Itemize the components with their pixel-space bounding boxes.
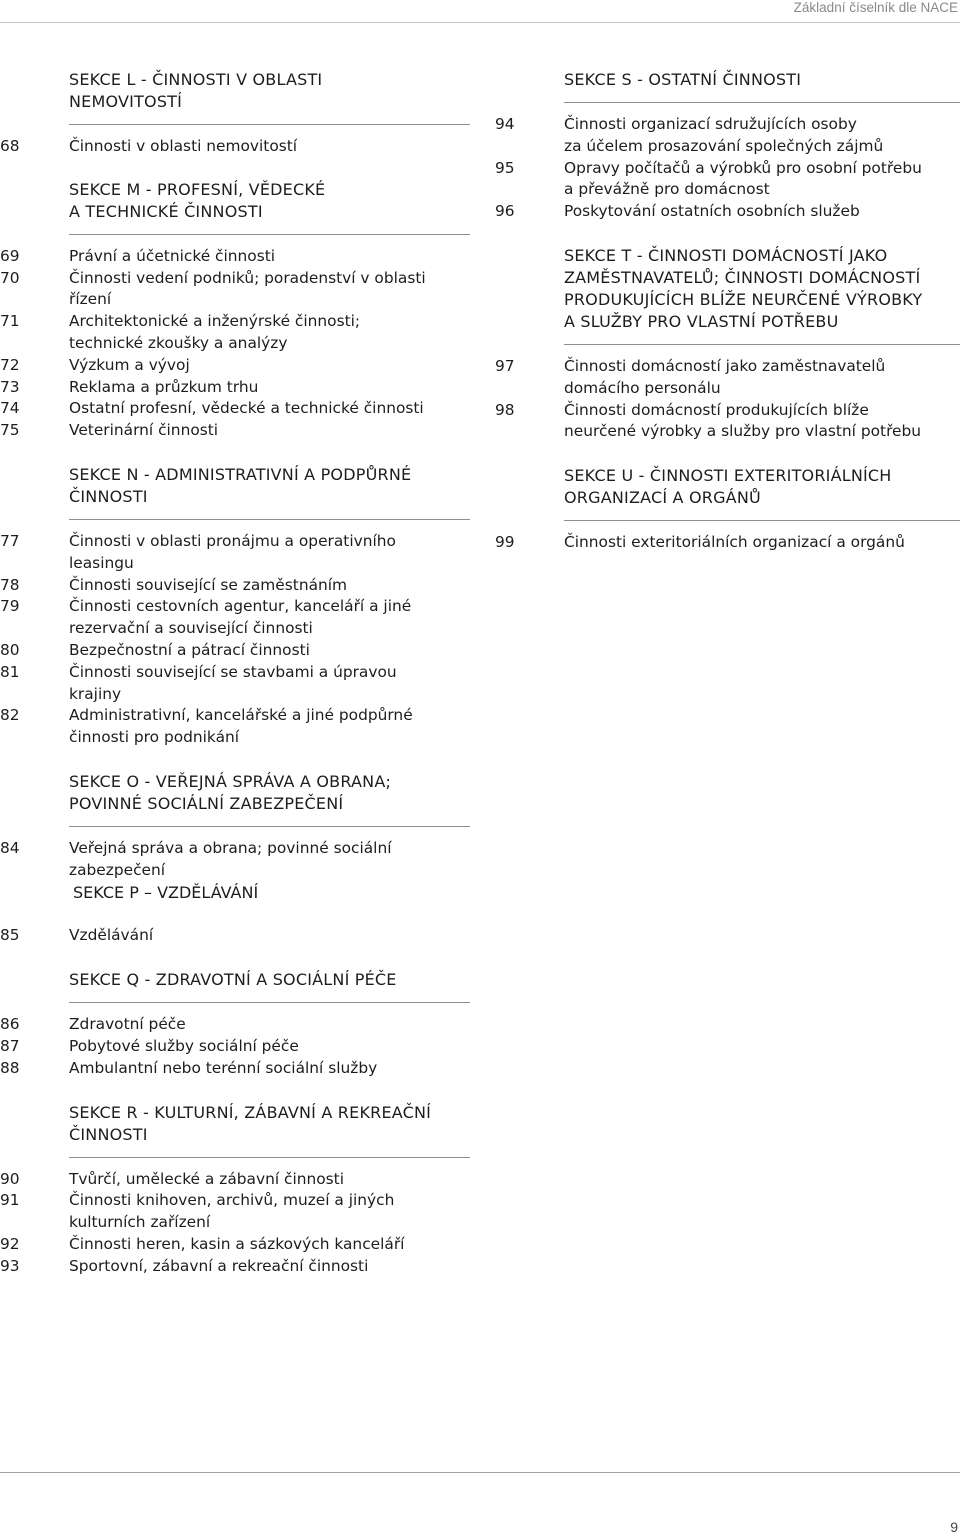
nace-label: Činnosti v oblasti pronájmu a operativního leasingu: [69, 531, 396, 572]
nace-label: Administrativní, kancelářské a jiné podpůrné činnosti pro podnikání: [69, 706, 413, 747]
nace-label: Činnosti související se stavbami a úpravou krajiny: [69, 662, 397, 703]
nace-item: [495, 114, 960, 158]
nace-section: [0, 771, 470, 947]
nace-section: [495, 245, 960, 443]
nace-item: [0, 662, 470, 706]
nace-item: [0, 420, 470, 442]
section-rule: [564, 102, 960, 103]
nace-label: Poskytování ostatních osobních služeb: [564, 202, 860, 221]
section-title: SEKCE M - PROFESNÍ, VĚDECKÉ A TECHNICKÉ ČINNOSTI: [69, 179, 326, 221]
nace-code: 82: [0, 706, 20, 725]
nace-code: 97: [495, 356, 515, 375]
section-rule: [69, 124, 470, 125]
nace-item: [0, 705, 470, 749]
nace-section: [495, 465, 960, 554]
section-title: SEKCE N - ADMINISTRATIVNÍ A PODPŮRNÉ ČINNOSTI: [69, 464, 412, 506]
nace-label: Ambulantní nebo terénní sociální služby: [69, 1058, 378, 1077]
nace-code: 68: [0, 137, 20, 155]
nace-item: [0, 311, 470, 355]
nace-label: Činnosti heren, kasin a sázkových kanceláří: [69, 1234, 405, 1253]
nace-label: Architektonické a inženýrské činnosti; technické zkoušky a analýzy: [69, 312, 361, 352]
nace-item: [0, 1169, 470, 1191]
section-title: SEKCE L - ČINNOSTI V OBLASTI NEMOVITOSTÍ: [69, 70, 323, 111]
nace-label: Činnosti domácností jako zaměstnavatelů domácího personálu: [564, 356, 886, 397]
nace-code: 81: [0, 662, 20, 681]
nace-code: 91: [0, 1191, 20, 1210]
nace-section: [0, 179, 470, 442]
nace-label: Činnosti v oblasti nemovitostí: [69, 137, 298, 155]
nace-label: Činnosti cestovních agentur, kanceláří a jiné rezervační a související činnosti: [69, 597, 412, 638]
nace-code: 94: [495, 115, 515, 133]
nace-code: 86: [0, 1015, 20, 1034]
nace-item: [495, 400, 960, 444]
section-rule: [69, 826, 470, 827]
nace-label: Pobytové služby sociální péče: [69, 1036, 299, 1055]
nace-item: [0, 1058, 470, 1080]
nace-item: [0, 1014, 470, 1036]
nace-label: Právní a účetnické činnosti: [69, 246, 276, 265]
section-rule: [564, 520, 960, 521]
nace-item: [0, 596, 470, 640]
nace-item: [495, 158, 960, 202]
nace-code: 77: [0, 531, 20, 550]
nace-item: [0, 268, 470, 312]
nace-label: Opravy počítačů a výrobků pro osobní potřebu a převážně pro domácnost: [564, 158, 922, 199]
nace-code: 99: [495, 533, 515, 552]
nace-label: Zdravotní péče: [69, 1015, 186, 1034]
nace-item: [0, 355, 470, 377]
nace-code: 92: [0, 1234, 20, 1253]
nace-section: [0, 464, 470, 749]
nace-code: 88: [0, 1058, 20, 1077]
nace-label: Vzdělávání: [69, 926, 154, 945]
nace-code: 79: [0, 597, 20, 616]
left-column: [0, 69, 470, 1278]
section-title: SEKCE O - VEŘEJNÁ SPRÁVA A OBRANA; POVINNÉ SOCIÁLNÍ ZABEZPEČENÍ: [69, 771, 392, 813]
section-title: SEKCE T - ČINNOSTI DOMÁCNOSTÍ JAKO ZAMĚSTNAVATELŮ; ČINNOSTI DOMÁCNOSTÍ PRODUKUJÍCÍCH BLÍŽE NEURČENÉ VÝROBKY A SLUŽBY PRO VLASTNÍ POTŘEBU: [564, 245, 923, 331]
nace-code: 98: [495, 400, 515, 419]
nace-label: Tvůrčí, umělecké a zábavní činnosti: [69, 1169, 344, 1188]
section-title: SEKCE S - OSTATNÍ ČINNOSTI: [564, 70, 802, 89]
nace-code: 74: [0, 399, 20, 418]
section-rule: [69, 234, 470, 235]
nace-item: [495, 532, 960, 554]
nace-label: Výzkum a vývoj: [69, 355, 190, 374]
nace-label: Činnosti vedení podniků; poradenství v oblasti řízení: [69, 268, 426, 309]
nace-code: 87: [0, 1036, 20, 1055]
nace-item: [0, 1234, 470, 1256]
nace-code: 80: [0, 640, 20, 659]
nace-item: [0, 377, 470, 399]
nace-item: [0, 1190, 470, 1234]
section-rule: [564, 344, 960, 345]
nace-code: 73: [0, 377, 20, 396]
nace-section: [0, 69, 470, 158]
footer-divider: [0, 1472, 960, 1473]
section-rule: [69, 1002, 470, 1003]
nace-label: Sportovní, zábavní a rekreační činnosti: [69, 1256, 369, 1275]
nace-code: 96: [495, 202, 515, 221]
nace-label: Činnosti domácností produkujících blíže neurčené výrobky a služby pro vlastní potřebu: [564, 400, 922, 441]
nace-item: [0, 575, 470, 597]
nace-item: [0, 838, 470, 903]
nace-code: 72: [0, 355, 20, 374]
page-header-title: Základní číselník dle NACE: [793, 0, 958, 15]
nace-item: [0, 925, 470, 947]
nace-code: 93: [0, 1256, 20, 1275]
nace-code: 78: [0, 575, 20, 594]
section-title: SEKCE Q - ZDRAVOTNÍ A SOCIÁLNÍ PÉČE: [69, 970, 397, 990]
nace-item: [495, 201, 960, 223]
section-rule: [69, 519, 470, 520]
inline-section-title: SEKCE P – VZDĚLÁVÁNÍ: [73, 882, 259, 902]
nace-section: [495, 69, 960, 223]
nace-code: 90: [0, 1169, 20, 1188]
nace-label: Činnosti organizací sdružujících osoby za účelem prosazování společných zájmů: [564, 115, 884, 155]
nace-code: 95: [495, 158, 515, 177]
section-rule: [69, 1157, 470, 1158]
page-number: 9: [950, 1519, 958, 1535]
nace-label: Veřejná správa a obrana; povinné sociální zabezpečení: [69, 838, 392, 879]
nace-label: Činnosti exteritoriálních organizací a orgánů: [564, 533, 905, 552]
nace-label: Ostatní profesní, vědecké a technické činnosti: [69, 399, 424, 418]
nace-label: Činnosti související se zaměstnáním: [69, 575, 348, 594]
nace-section: [0, 969, 470, 1079]
nace-label: Činnosti knihoven, archivů, muzeí a jiných kulturních zařízení: [69, 1191, 395, 1232]
nace-item: [0, 398, 470, 420]
nace-label: Veterinární činnosti: [69, 421, 219, 440]
section-title: SEKCE R - KULTURNÍ, ZÁBAVNÍ A REKREAČNÍ ČINNOSTI: [69, 1102, 432, 1144]
header-divider: [0, 22, 960, 23]
section-title: SEKCE U - ČINNOSTI EXTERITORIÁLNÍCH ORGANIZACÍ A ORGÁNŮ: [564, 466, 892, 508]
nace-code: 85: [0, 926, 20, 945]
nace-section: [0, 1102, 470, 1278]
nace-item: [0, 531, 470, 575]
nace-code: 75: [0, 421, 20, 440]
nace-code: 84: [0, 838, 20, 857]
nace-code: 70: [0, 268, 20, 287]
nace-item: [0, 1036, 470, 1058]
right-column: [495, 69, 960, 554]
nace-item: [0, 1256, 470, 1278]
nace-code: 71: [0, 312, 20, 331]
nace-item: [0, 640, 470, 662]
nace-item: [0, 136, 470, 158]
nace-label: Reklama a průzkum trhu: [69, 377, 259, 396]
nace-label: Bezpečnostní a pátrací činnosti: [69, 640, 310, 659]
nace-item: [0, 246, 470, 268]
nace-code: 69: [0, 246, 20, 265]
nace-item: [495, 356, 960, 400]
